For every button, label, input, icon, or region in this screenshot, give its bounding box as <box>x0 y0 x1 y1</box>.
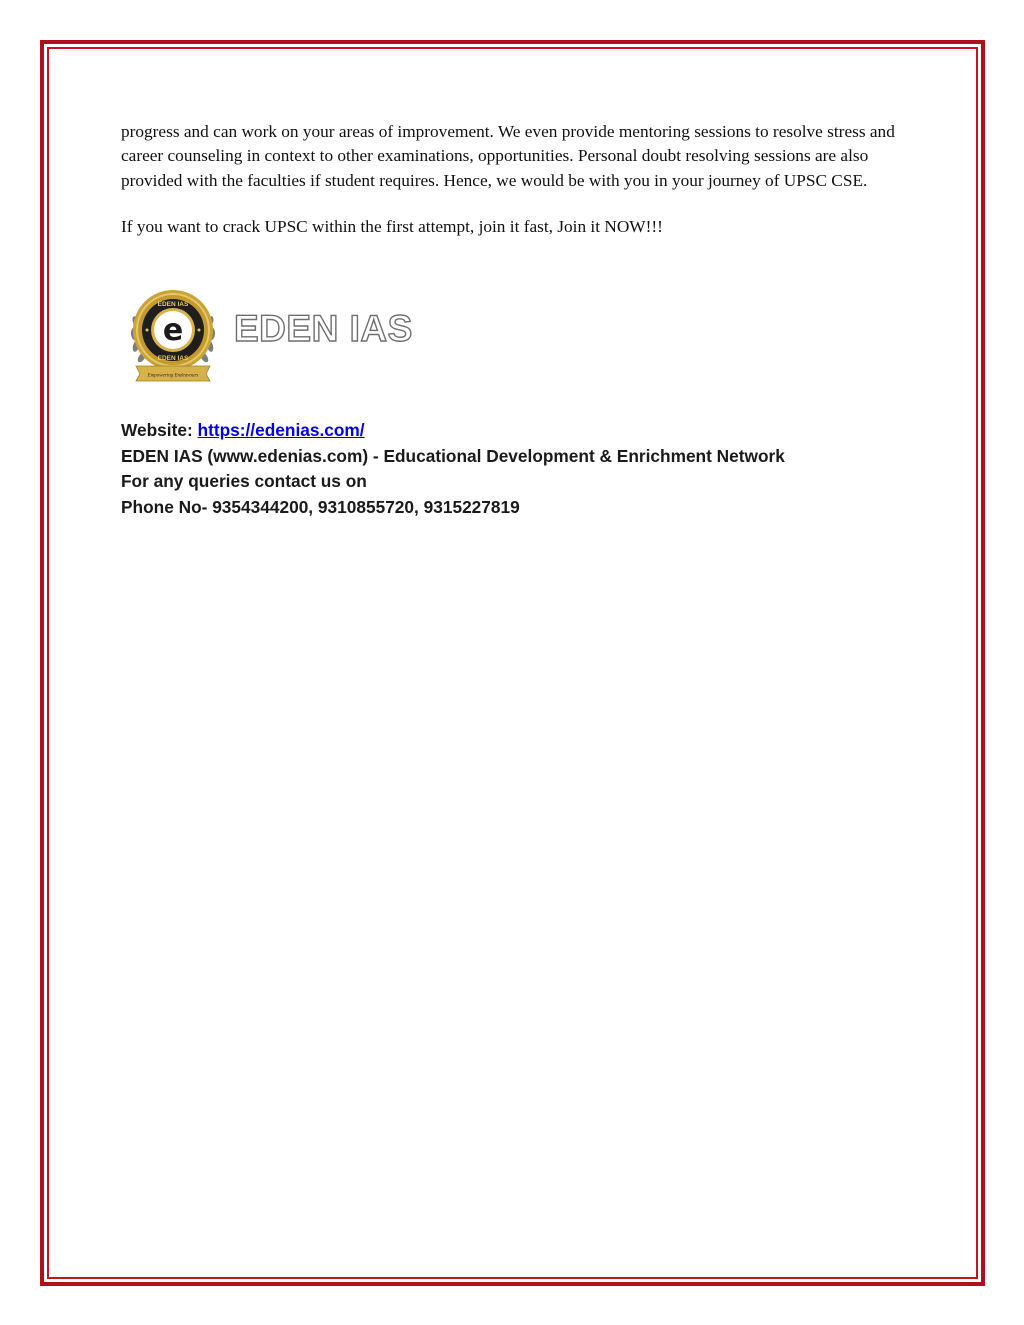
seal-bottom-text: EDEN IAS <box>157 355 189 362</box>
seal-letter: e <box>162 313 184 348</box>
website-line <box>121 418 785 444</box>
eden-ias-logo <box>128 282 448 384</box>
eden-ias-wordmark: EDEN IAS <box>234 308 413 349</box>
phone-line: Phone No- 9354344200, 9310855720, 9315227819 <box>121 496 520 517</box>
seal-ribbon-text: Empowering Endeavours <box>147 373 199 379</box>
paragraph-progress: progress and can work on your areas of improvement. We even provide mentoring sessions to resolve stress and career counseling in context to other examinations, opportunities. Personal doubt resolving sessions are also provided with the faculties if student requires. Hence, we would be with you in your journey of UPSC CSE. <box>121 122 895 190</box>
website-label: Website: <box>121 420 193 440</box>
org-line: EDEN IAS (www.edenias.com) - Educational Development & Enrichment Network <box>121 445 785 466</box>
queries-line: For any queries contact us on <box>121 471 367 491</box>
eden-ias-seal-icon <box>128 282 218 384</box>
paragraph-join-now: If you want to crack UPSC within the first attempt, join it fast, Join it NOW!!! <box>121 216 663 236</box>
seal-top-text: EDEN IAS <box>157 301 189 308</box>
contact-block <box>121 418 785 520</box>
document-body <box>121 120 921 239</box>
website-link[interactable]: https://edenias.com/ <box>197 420 365 440</box>
